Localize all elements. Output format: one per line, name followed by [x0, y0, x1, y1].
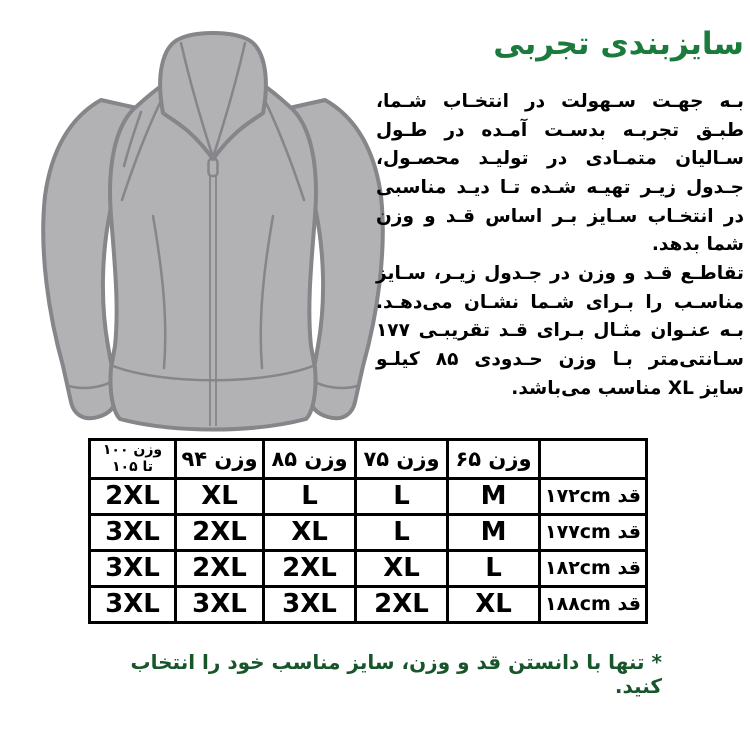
size-cell: 2XL — [176, 550, 264, 586]
table-row-height-188 — [90, 586, 647, 622]
weight-header-94: وزن ۹۴ — [176, 440, 264, 479]
size-cell: XL — [264, 514, 356, 550]
size-cell: 2XL — [264, 550, 356, 586]
weight-header-75: وزن ۷۵ — [356, 440, 448, 479]
weight-header-100-line2: تا ۱۰۵ — [111, 458, 154, 475]
size-table-header-row — [90, 440, 647, 479]
size-cell: M — [448, 514, 540, 550]
description-paragraph-1: بـه جهـت سـهولت در انتخـاب شـما، طبـق تجربـه بدسـت آمـده در طـول سـالیان متمـادی در تولیـد محصـول، جـدول زیـر تهیـه شـده تـا دیـد مناسبی در انتخـاب سـایز بـر اساس قـد و وزن شما بدهد. — [376, 91, 744, 256]
size-cell: XL — [448, 586, 540, 622]
size-cell: 2XL — [90, 478, 176, 514]
size-cell: 3XL — [90, 514, 176, 550]
table-row-height-177 — [90, 514, 647, 550]
height-label-172: قد ۱۷۲cm — [540, 478, 647, 514]
size-cell: L — [264, 478, 356, 514]
size-cell: XL — [356, 550, 448, 586]
size-cell: L — [448, 550, 540, 586]
weight-header-65: وزن ۶۵ — [448, 440, 540, 479]
size-cell: 2XL — [176, 514, 264, 550]
size-table — [88, 438, 648, 624]
size-cell: XL — [176, 478, 264, 514]
page-title: سایزبندی تجربی — [493, 26, 744, 62]
weight-header-100-line1: وزن ۱۰۰ — [102, 442, 163, 458]
description-text-column — [376, 88, 744, 403]
size-cell: 3XL — [90, 550, 176, 586]
size-cell: M — [448, 478, 540, 514]
corner-cell — [540, 440, 647, 479]
height-label-188: قد ۱۸۸cm — [540, 586, 647, 622]
size-cell: L — [356, 514, 448, 550]
table-row-height-172 — [90, 478, 647, 514]
size-cell: 2XL — [356, 586, 448, 622]
jacket-illustration-icon — [22, 16, 404, 436]
size-cell: 3XL — [264, 586, 356, 622]
footnote: * تنها با دانستن قد و وزن، سایز مناسب خود را انتخاب کنید. — [130, 650, 662, 698]
weight-header-100-105 — [90, 440, 176, 479]
jacket-zipper-pull — [209, 159, 218, 176]
size-cell: 3XL — [176, 586, 264, 622]
height-label-182: قد ۱۸۲cm — [540, 550, 647, 586]
table-row-height-182 — [90, 550, 647, 586]
size-cell: 3XL — [90, 586, 176, 622]
size-cell: L — [356, 478, 448, 514]
height-label-177: قد ۱۷۷cm — [540, 514, 647, 550]
weight-header-85: وزن ۸۵ — [264, 440, 356, 479]
description-paragraph-2: تقاطـع قـد و وزن در جـدول زیـر، سـایز مناسـب را بـرای شـما نشـان می‌دهـد. بـه عنـوان مثـال بـرای قـد تقریبـی ۱۷۷ سـانتی‌متر بـا وزن حـدودی ۸۵ کیلـو سایز XL مناسب می‌باشد. — [376, 263, 744, 399]
